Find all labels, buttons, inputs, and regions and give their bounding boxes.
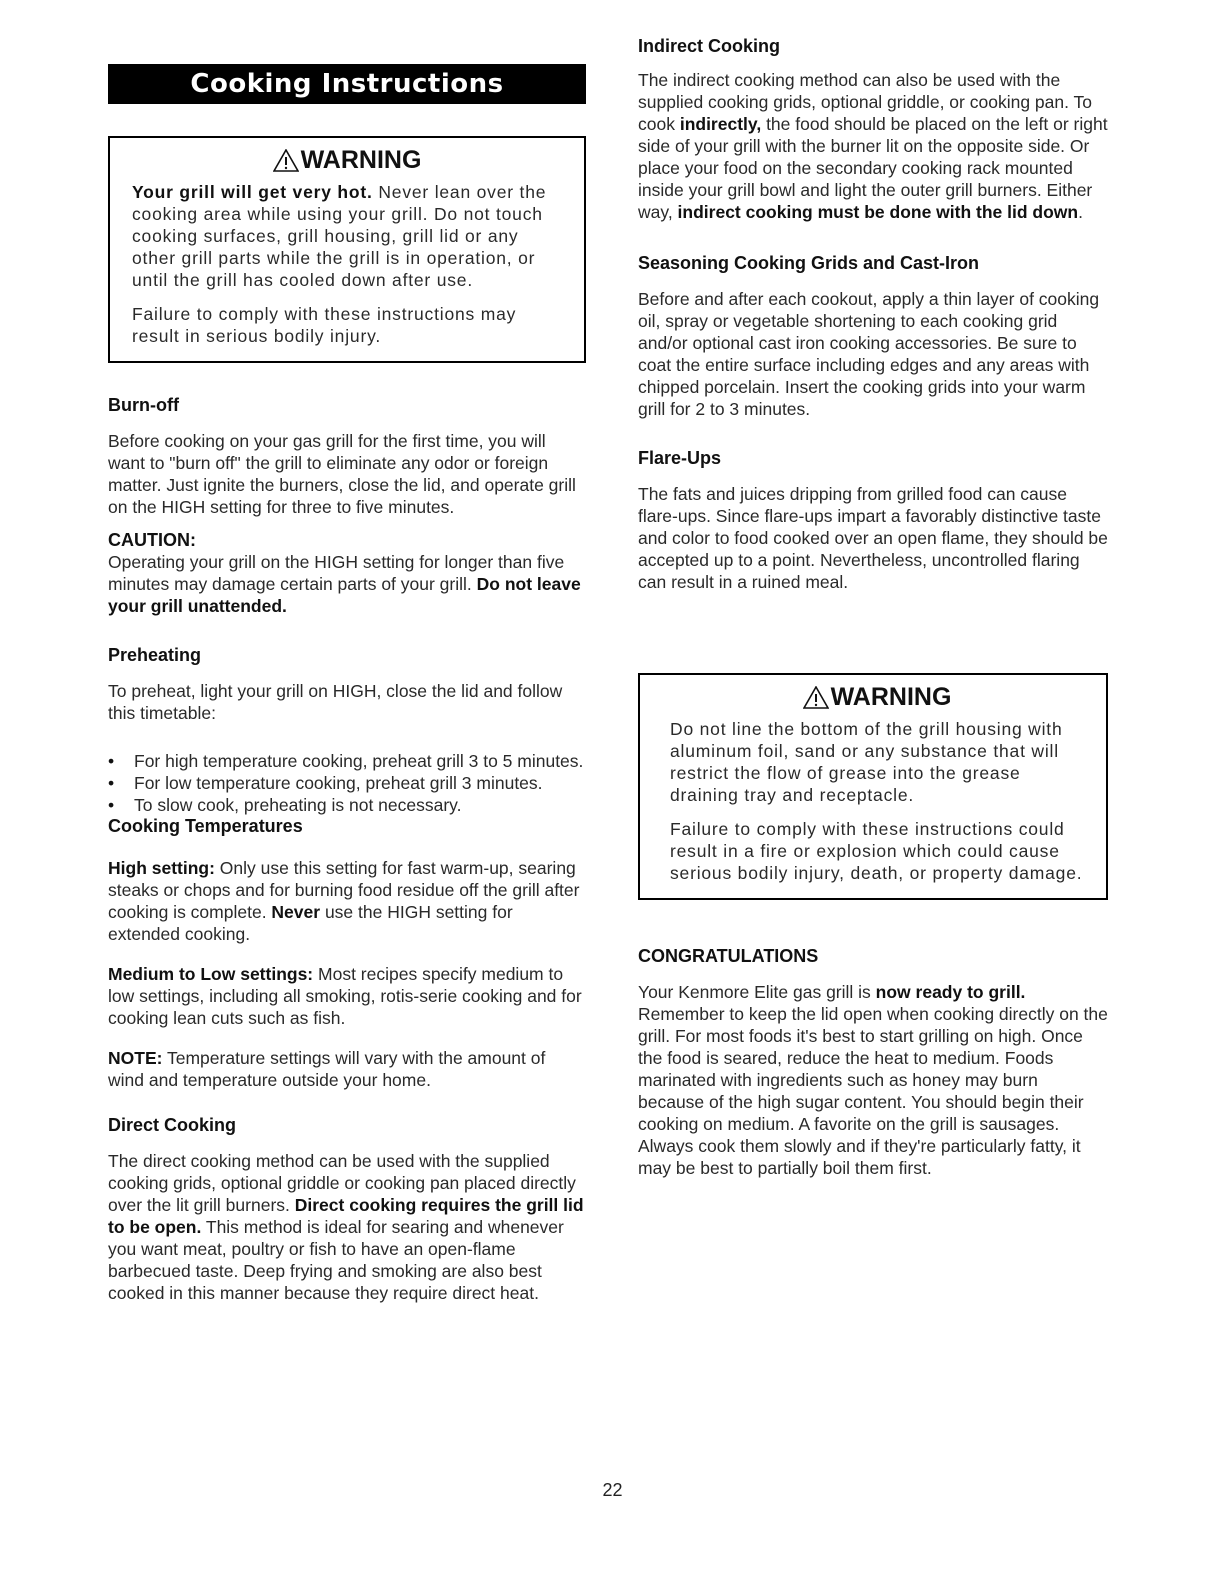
warning-triangle-icon [803,686,829,709]
warning-lead: Your grill will get very hot. [132,182,373,202]
congratulations-heading: CONGRATULATIONS [638,946,819,966]
direct-cooking-heading: Direct Cooking [108,1115,237,1135]
warning-label: WARNING [300,146,422,174]
preheat-list [108,750,586,816]
flareups-text: The fats and juices dripping from grilled food can cause flare-ups. Since flare-ups impart a favorably distinctive taste and color to food cooked over an open flame, they should be accepted up to a point. Nevertheless, uncontrolled flaring can result in a ruined meal. [638,484,1108,592]
list-item: • For high temperature cooking, preheat grill 3 to 5 minutes. [108,750,586,772]
temperatures-heading: Cooking Temperatures [108,816,303,836]
right-column [638,36,1108,1179]
indirect-cooking-text: The indirect cooking method can also be used with the supplied cooking grids, optional griddle, or cooking pan. To cook indirectly, the food should be placed on the left or right side of your grill with the burner lit on the opposite side. Or place your food on the secondary cooking rack mounted inside your grill bowl and light the outer grill burners. Either way, indirect cooking must be done with the lid down. [638,70,1108,222]
warning-foil-text: Do not line the bottom of the grill housing with aluminum foil, sand or any substance that will restrict the flow of grease into the grease draining tray and receptacle. [670,719,1063,805]
warning-label: WARNING [830,683,952,711]
page-number: 22 [602,1480,623,1500]
warning-heading [132,146,562,175]
warning-box-foil [638,673,1108,900]
page-title: Cooking Instructions [108,64,586,104]
burnoff-heading: Burn-off [108,395,179,415]
seasoning-text: Before and after each cookout, apply a thin layer of cooking oil, spray or vegetable shortening to each cooking grid and/or optional cast iron cooking accessories. Be sure to coat the entire surface including edges and any areas with chipped porcelain. Insert the cooking grids into your warm grill for 2 to 3 minutes. [638,289,1100,419]
burnoff-text: Before cooking on your gas grill for the first time, you will want to "burn off" the grill to eliminate any odor or foreign matter. Just ignite the burners, close the lid, and operate grill on the HIGH setting for three to five minutes. [108,431,576,517]
warning-failure-text: Failure to comply with these instructions could result in a fire or explosion which could cause serious bodily injury, death, or property damage. [670,819,1083,883]
preheating-intro: To preheat, light your grill on HIGH, close the lid and follow this timetable: [108,681,563,723]
list-item: • To slow cook, preheating is not necessary. [108,794,586,816]
high-setting-text: High setting: Only use this setting for fast warm-up, searing steaks or chops and for burning food residue off the grill after cooking is complete. Never use the HIGH setting for extended cooking. [108,858,580,944]
note-text: NOTE: Temperature settings will vary with the amount of wind and temperature outside your home. [108,1048,546,1090]
left-column [108,64,586,1304]
warning-triangle-icon [273,149,299,172]
warning-heading [670,683,1084,712]
indirect-cooking-heading: Indirect Cooking [638,36,781,56]
caution-text: Operating your grill on the HIGH setting for longer than five minutes may damage certain parts of your grill. Do not leave your grill unattended. [108,552,581,616]
warning-text: Your grill will get very hot. Never lean over the cooking area while using your grill. Do not touch cooking surfaces, grill housing, grill lid or any other grill parts while the grill is in operation, or until the grill has cooled down after use. [132,182,547,290]
preheating-heading: Preheating [108,645,202,665]
congratulations-text: Your Kenmore Elite gas grill is now ready to grill. Remember to keep the lid open when cooking directly on the grill. For most foods it's best to start grilling on high. Once the food is seared, reduce the heat to medium. Foods marinated with ingredients such as honey may burn because of the high sugar content. You should begin their cooking on medium. A favorite on the grill is sausages. Always cook them slowly and if they're particularly fatty, it may be best to partially boil them first. [638,982,1108,1178]
flareups-heading: Flare-Ups [638,448,722,468]
warning-box-hot-grill [108,136,586,363]
caution-heading: CAUTION: [108,530,196,550]
list-item: • For low temperature cooking, preheat grill 3 minutes. [108,772,586,794]
direct-cooking-text: The direct cooking method can be used with the supplied cooking grids, optional griddle or cooking pan placed directly over the lit grill burners. Direct cooking requires the grill lid to be open. This method is ideal for searing and whenever you want meat, poultry or fish to have an open-flame barbecued taste. Deep frying and smoking are also best cooked in this manner because they require direct heat. [108,1151,584,1303]
seasoning-heading: Seasoning Cooking Grids and Cast-Iron [638,253,980,273]
warning-failure-text: Failure to comply with these instructions may result in serious bodily injury. [132,304,517,346]
medium-setting-text: Medium to Low settings: Most recipes specify medium to low settings, including all smoking, rotis-serie cooking and for cooking lean cuts such as fish. [108,964,582,1028]
